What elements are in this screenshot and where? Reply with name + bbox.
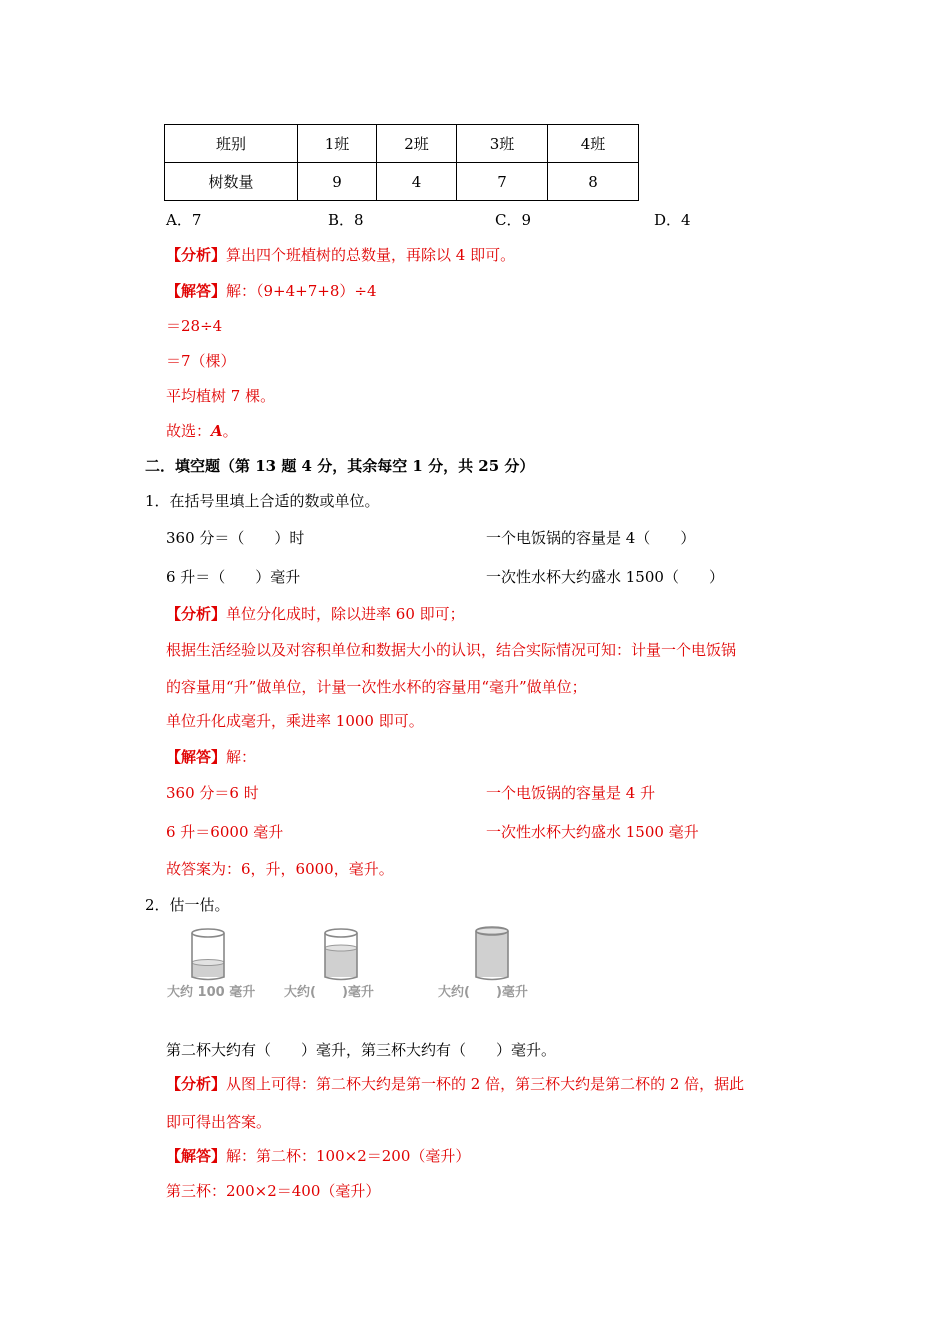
q2-answer-line2: 第三杯：200×2＝400（毫升） [166,1182,381,1200]
analysis-tag: 【分析】 [166,246,227,264]
analysis-tag: 【分析】 [166,1075,227,1093]
q2-analysis-line2: 即可得出答案。 [166,1113,272,1131]
q1-answer-2: 一个电饭锅的容量是 4 升 [486,784,656,802]
table-cell: 9 [298,163,377,201]
data-table [164,124,639,201]
q1-item-2: 一个电饭锅的容量是 4（ ） [486,529,696,547]
q2-analysis [166,1074,744,1094]
water-level [476,931,508,977]
q2-answer [166,1146,470,1166]
q1-analysis [166,604,465,624]
q1-answer [166,747,256,767]
analysis-text: 从图上可得：第二杯大约是第一杯的 2 倍，第三杯大约是第二杯的 2 倍，据此 [226,1075,745,1093]
cup-illustration [160,925,560,1005]
q1-item-3: 6 升＝（ ）毫升 [166,568,301,586]
water-surface [192,959,224,965]
analysis-tag: 【分析】 [166,605,227,623]
q12-choose [166,421,238,441]
cups-svg [160,925,560,985]
table-cell: 班别 [165,125,298,163]
answer-tag: 【解答】 [166,748,227,766]
cup-rim [325,929,357,937]
choice-c: C．9 [495,211,532,229]
q1-analysis-line4: 单位升化成毫升，乘进率 1000 即可。 [166,712,424,730]
q1-answer-4: 一次性水杯大约盛水 1500 毫升 [486,823,699,841]
section-heading: 二．填空题（第 13 题 4 分，其余每空 1 分，共 25 分） [145,457,535,475]
q1-answer-1: 360 分＝6 时 [166,784,259,802]
analysis-text: 算出四个班植树的总数量，再除以 4 即可。 [226,246,516,264]
table-row [165,163,639,201]
answer-lead: 解： [226,748,257,766]
answer-text: 解：（9+4+7+8）÷4 [226,282,377,300]
cup-label-2: 大约( )毫升 [284,985,374,1000]
analysis-text: 单位分化成时，除以进率 60 即可； [226,605,465,623]
q12-answer [166,281,377,301]
water-level [325,948,357,977]
table-cell: 2班 [377,125,457,163]
q12-answer-line2: ＝28÷4 [166,317,223,335]
answer-tag: 【解答】 [166,282,227,300]
q1-analysis-line3: 的容量用“升”做单位，计量一次性水杯的容量用“毫升”做单位； [166,678,587,696]
choose-suffix: 。 [222,422,238,440]
q12-answer-line3: ＝7（棵） [166,352,236,370]
cup-label-3: 大约( )毫升 [438,985,528,1000]
choice-b: B．8 [328,211,364,229]
table-cell: 4 [377,163,457,201]
choice-a: A．7 [166,211,202,229]
table-cell: 树数量 [165,163,298,201]
choose-value: A [211,422,223,440]
table-cell: 1班 [298,125,377,163]
choice-d: D．4 [654,211,691,229]
q12-analysis [166,245,515,265]
q1-item-4: 一次性水杯大约盛水 1500（ ） [486,568,724,586]
q1-analysis-line2: 根据生活经验以及对容积单位和数据大小的认识，结合实际情况可知：计量一个电饭锅 [166,641,737,659]
choose-prefix: 故选： [166,422,212,440]
q1-final: 故答案为：6，升，6000，毫升。 [166,860,394,878]
q2-question: 第二杯大约有（ ）毫升，第三杯大约有（ ）毫升。 [166,1041,557,1059]
table-cell: 8 [548,163,639,201]
q12-answer-line4: 平均植树 7 棵。 [166,387,276,405]
table-cell: 3班 [457,125,548,163]
q2-prompt: 2．估一估。 [145,896,230,914]
table-header-row [165,125,639,163]
q1-prompt: 1．在括号里填上合适的数或单位。 [145,492,380,510]
table-cell: 7 [457,163,548,201]
water-surface [325,945,357,951]
table-cell: 4班 [548,125,639,163]
cup-2 [325,929,357,980]
cup-label-1: 大约 100 毫升 [167,985,256,1000]
answer-tag: 【解答】 [166,1147,227,1165]
cup-3 [476,927,508,980]
cup-rim [192,929,224,937]
answer-text: 解：第二杯：100×2＝200（毫升） [226,1147,471,1165]
q1-answer-3: 6 升＝6000 毫升 [166,823,284,841]
q1-item-1: 360 分＝（ ）时 [166,529,305,547]
cup-1 [192,929,224,980]
